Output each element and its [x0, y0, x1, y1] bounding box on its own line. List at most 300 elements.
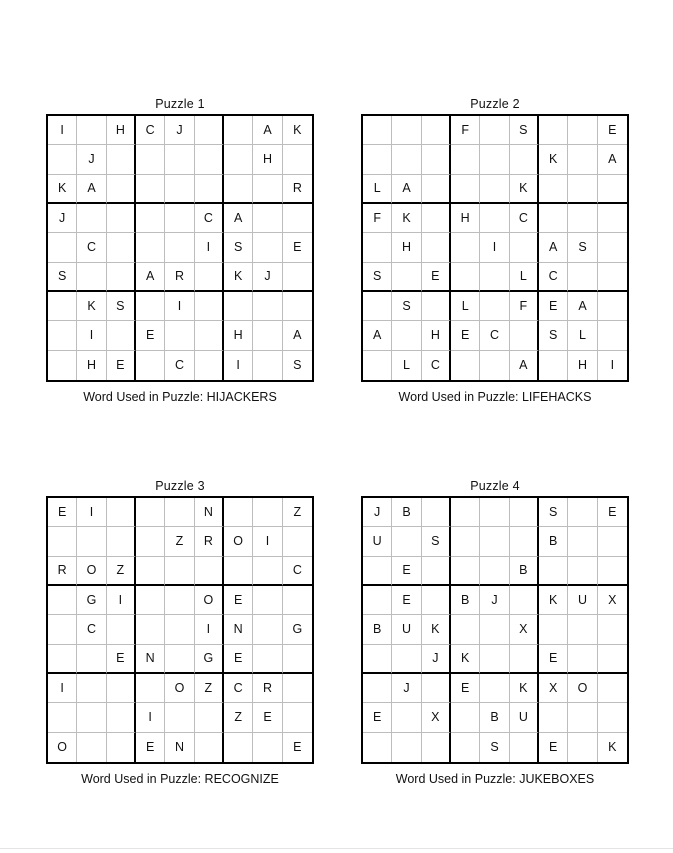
grid-cell [48, 321, 77, 350]
grid-cell: G [77, 586, 106, 615]
grid-cell [77, 263, 106, 292]
grid-cell: H [392, 233, 421, 262]
grid-cell [598, 175, 627, 204]
grid-cell: E [451, 321, 480, 350]
grid-cell [392, 527, 421, 556]
grid-cell [480, 527, 509, 556]
grid-cell [107, 204, 136, 233]
grid-cell [480, 145, 509, 174]
grid-cell: R [165, 263, 194, 292]
grid-cell [392, 733, 421, 762]
grid-cell [48, 615, 77, 644]
grid-cell: Z [224, 703, 253, 732]
grid-cell [568, 645, 597, 674]
grid-cell [451, 615, 480, 644]
grid-cell: U [510, 703, 539, 732]
grid-cell: F [451, 116, 480, 145]
grid-cell [283, 527, 312, 556]
grid-cell: O [48, 733, 77, 762]
grid-cell [392, 116, 421, 145]
grid-cell: C [136, 116, 165, 145]
grid-cell: Z [195, 674, 224, 703]
grid-cell: A [253, 116, 282, 145]
grid-cell [480, 498, 509, 527]
grid-cell [480, 175, 509, 204]
grid-cell [598, 321, 627, 350]
grid-cell: E [451, 674, 480, 703]
puzzle-grid [46, 496, 314, 764]
grid-cell: H [107, 116, 136, 145]
grid-cell: E [539, 645, 568, 674]
grid-cell [568, 703, 597, 732]
grid-cell [195, 145, 224, 174]
grid-cell [451, 233, 480, 262]
grid-cell: S [422, 527, 451, 556]
grid-cell: X [510, 615, 539, 644]
grid-cell: J [48, 204, 77, 233]
grid-cell: K [608, 740, 617, 755]
grid-cell: S [293, 358, 302, 373]
grid-cell: E [283, 233, 312, 262]
grid-cell [480, 263, 509, 292]
grid-cell [136, 586, 165, 615]
grid-cell: O [77, 557, 106, 586]
grid-cell: K [77, 292, 106, 321]
grid-cell: A [568, 292, 597, 321]
grid-cell: H [422, 321, 451, 350]
grid-cell [107, 527, 136, 556]
grid-cell: K [510, 175, 539, 204]
grid-cell [451, 145, 480, 174]
grid-cell [107, 321, 136, 350]
grid-cell [363, 233, 392, 262]
grid-cell [107, 703, 136, 732]
grid-cell [283, 263, 312, 292]
grid-cell: O [165, 674, 194, 703]
grid-cell [392, 321, 421, 350]
grid-cell: I [165, 292, 194, 321]
grid-cell: O [568, 674, 597, 703]
grid-cell [48, 703, 77, 732]
grid-cell [107, 674, 136, 703]
grid-cell [136, 175, 165, 204]
grid-cell [283, 145, 312, 174]
grid-cell [363, 645, 392, 674]
grid-cell: N [136, 645, 165, 674]
grid-cell: E [539, 292, 568, 321]
grid-cell [48, 527, 77, 556]
grid-cell: H [224, 321, 253, 350]
grid-cell: O [224, 527, 253, 556]
grid-cell [48, 586, 77, 615]
grid-cell [165, 204, 194, 233]
grid-cell: F [363, 204, 392, 233]
grid-cell [422, 674, 451, 703]
grid-cell [598, 204, 627, 233]
grid-cell: C [195, 204, 224, 233]
grid-cell [539, 615, 568, 644]
grid-cell: S [392, 292, 421, 321]
grid-cell: E [136, 321, 165, 350]
grid-cell [136, 351, 165, 380]
grid-cell [165, 175, 194, 204]
grid-cell: C [165, 351, 194, 380]
puzzle-title: Puzzle 2 [470, 97, 520, 111]
grid-cell [253, 321, 282, 350]
grid-cell: H [451, 204, 480, 233]
grid-cell: K [539, 586, 568, 615]
puzzle-caption: Word Used in Puzzle: RECOGNIZE [81, 772, 279, 786]
grid-cell: E [363, 703, 392, 732]
grid-cell [195, 703, 224, 732]
grid-cell [422, 233, 451, 262]
grid-cell: B [480, 703, 509, 732]
grid-cell [283, 292, 312, 321]
grid-cell: J [165, 116, 194, 145]
grid-cell [253, 498, 282, 527]
grid-cell [77, 645, 106, 674]
grid-cell: B [510, 557, 539, 586]
grid-cell [107, 145, 136, 174]
grid-cell [539, 175, 568, 204]
grid-cell [598, 292, 627, 321]
grid-cell: J [253, 263, 282, 292]
grid-cell: S [539, 498, 568, 527]
grid-cell [283, 586, 312, 615]
grid-cell [363, 557, 392, 586]
grid-cell [510, 233, 539, 262]
grid-cell: C [510, 204, 539, 233]
grid-cell: B [392, 498, 421, 527]
grid-cell [451, 733, 480, 762]
grid-cell: A [136, 263, 165, 292]
grid-cell [165, 321, 194, 350]
grid-cell: I [610, 358, 615, 373]
grid-cell [568, 175, 597, 204]
grid-cell [510, 498, 539, 527]
grid-cell: U [363, 527, 392, 556]
grid-cell [510, 733, 539, 762]
grid-cell: U [568, 586, 597, 615]
grid-cell: I [224, 351, 253, 380]
grid-cell [539, 557, 568, 586]
grid-cell [568, 615, 597, 644]
grid-cell: S [224, 233, 253, 262]
grid-cell: C [224, 674, 253, 703]
grid-cell [48, 145, 77, 174]
grid-cell [136, 615, 165, 644]
grid-cell [107, 615, 136, 644]
grid-cell: E [48, 498, 77, 527]
grid-cell [253, 351, 282, 380]
grid-cell: S [480, 733, 509, 762]
grid-cell [451, 351, 480, 380]
grid-cell [480, 674, 509, 703]
grid-cell: G [195, 645, 224, 674]
grid-cell [253, 204, 282, 233]
grid-cell [363, 351, 392, 380]
grid-cell: K [422, 615, 451, 644]
grid-cell [77, 674, 106, 703]
grid-cell: K [510, 674, 539, 703]
grid-cell [195, 557, 224, 586]
grid-cell: I [107, 586, 136, 615]
grid-cell: A [363, 321, 392, 350]
grid-cell [480, 116, 509, 145]
grid-cell [510, 586, 539, 615]
grid-cell [598, 703, 627, 732]
grid-cell [195, 116, 224, 145]
grid-cell: R [195, 527, 224, 556]
grid-cell: U [392, 615, 421, 644]
grid-cell [283, 703, 312, 732]
grid-cell [195, 175, 224, 204]
grid-cell [283, 204, 312, 233]
grid-cell [48, 645, 77, 674]
grid-cell: S [48, 263, 77, 292]
grid-cell: H [77, 351, 106, 380]
grid-cell [195, 292, 224, 321]
grid-cell: C [539, 263, 568, 292]
grid-cell: H [253, 145, 282, 174]
grid-cell [480, 351, 509, 380]
grid-cell [195, 263, 224, 292]
grid-cell [195, 351, 224, 380]
grid-cell: X [422, 703, 451, 732]
grid-cell: L [510, 263, 539, 292]
grid-cell [165, 233, 194, 262]
grid-cell: E [224, 586, 253, 615]
grid-cell [253, 615, 282, 644]
grid-cell: E [293, 740, 302, 755]
grid-cell: E [598, 116, 627, 145]
grid-cell [136, 204, 165, 233]
grid-cell [224, 292, 253, 321]
grid-cell [422, 175, 451, 204]
grid-cell: O [195, 586, 224, 615]
grid-cell [451, 703, 480, 732]
grid-cell: I [253, 527, 282, 556]
grid-cell [568, 263, 597, 292]
grid-cell [363, 116, 392, 145]
grid-cell: K [283, 116, 312, 145]
grid-cell [165, 615, 194, 644]
grid-cell [451, 175, 480, 204]
grid-cell [392, 703, 421, 732]
grid-cell [451, 557, 480, 586]
grid-cell: E [422, 263, 451, 292]
grid-cell: A [392, 175, 421, 204]
grid-cell: E [136, 733, 165, 762]
grid-cell [422, 116, 451, 145]
grid-cell [422, 145, 451, 174]
grid-cell [363, 674, 392, 703]
grid-cell: R [253, 674, 282, 703]
grid-cell [422, 292, 451, 321]
grid-cell [568, 145, 597, 174]
puzzle-caption: Word Used in Puzzle: LIFEHACKS [398, 390, 592, 404]
grid-cell [48, 351, 77, 380]
grid-cell: L [451, 292, 480, 321]
puzzle-grid [361, 114, 629, 382]
grid-cell [253, 557, 282, 586]
grid-cell [165, 645, 194, 674]
grid-cell [136, 233, 165, 262]
grid-cell: A [539, 233, 568, 262]
grid-cell: E [253, 703, 282, 732]
grid-cell [253, 292, 282, 321]
puzzle-caption: Word Used in Puzzle: JUKEBOXES [395, 772, 595, 786]
grid-cell [107, 263, 136, 292]
grid-cell [77, 116, 106, 145]
grid-cell: R [48, 557, 77, 586]
grid-cell: K [224, 263, 253, 292]
grid-cell [195, 321, 224, 350]
grid-cell [598, 233, 627, 262]
grid-cell: K [451, 645, 480, 674]
grid-cell [136, 557, 165, 586]
grid-cell [165, 498, 194, 527]
grid-cell [598, 557, 627, 586]
grid-cell [253, 233, 282, 262]
grid-cell [568, 557, 597, 586]
grid-cell: K [539, 145, 568, 174]
grid-cell [451, 263, 480, 292]
grid-cell: N [224, 615, 253, 644]
grid-cell [48, 233, 77, 262]
grid-cell [510, 321, 539, 350]
grid-cell: I [48, 674, 77, 703]
grid-cell: J [422, 645, 451, 674]
grid-cell [107, 733, 136, 762]
grid-cell: S [107, 292, 136, 321]
grid-cell [363, 145, 392, 174]
grid-cell [422, 733, 451, 762]
grid-cell: R [283, 175, 312, 204]
grid-cell: N [165, 733, 194, 762]
grid-cell [392, 645, 421, 674]
grid-cell [107, 175, 136, 204]
grid-cell [224, 145, 253, 174]
grid-cell: S [568, 233, 597, 262]
grid-cell: C [480, 321, 509, 350]
grid-cell [165, 586, 194, 615]
grid-cell [253, 586, 282, 615]
puzzle-caption: Word Used in Puzzle: HIJACKERS [83, 390, 277, 404]
grid-cell: C [422, 351, 451, 380]
grid-cell: E [392, 586, 421, 615]
grid-cell [598, 263, 627, 292]
grid-cell: E [107, 645, 136, 674]
grid-cell [598, 674, 627, 703]
grid-cell [539, 204, 568, 233]
grid-cell: B [539, 527, 568, 556]
puzzle-grid [46, 114, 314, 382]
grid-cell: E [107, 351, 136, 380]
grid-cell [224, 116, 253, 145]
grid-cell [224, 733, 253, 762]
grid-cell [136, 674, 165, 703]
grid-cell [136, 292, 165, 321]
grid-cell [480, 645, 509, 674]
grid-cell: A [510, 351, 539, 380]
grid-cell [107, 233, 136, 262]
puzzle-grid [361, 496, 629, 764]
puzzle-title: Puzzle 4 [470, 479, 520, 493]
grid-cell: J [392, 674, 421, 703]
grid-cell [363, 733, 392, 762]
grid-cell [253, 645, 282, 674]
grid-cell [253, 733, 282, 762]
grid-cell: C [283, 557, 312, 586]
grid-cell [568, 498, 597, 527]
grid-cell [224, 498, 253, 527]
grid-cell: Z [165, 527, 194, 556]
grid-cell: S [363, 263, 392, 292]
grid-cell: I [77, 321, 106, 350]
grid-cell [598, 615, 627, 644]
grid-cell [283, 674, 312, 703]
grid-cell [539, 116, 568, 145]
grid-cell: I [136, 703, 165, 732]
grid-cell: I [77, 498, 106, 527]
grid-cell: J [363, 498, 392, 527]
grid-cell: A [598, 145, 627, 174]
grid-cell: L [392, 351, 421, 380]
grid-cell [165, 145, 194, 174]
grid-cell [598, 645, 627, 674]
grid-cell [136, 527, 165, 556]
grid-cell: B [363, 615, 392, 644]
grid-cell: J [77, 145, 106, 174]
grid-cell: K [48, 175, 77, 204]
grid-cell: I [48, 116, 77, 145]
grid-cell: N [195, 498, 224, 527]
grid-cell [568, 204, 597, 233]
grid-cell [283, 645, 312, 674]
grid-cell: J [480, 586, 509, 615]
grid-cell: I [480, 233, 509, 262]
grid-cell: A [77, 175, 106, 204]
grid-cell: Z [283, 498, 312, 527]
grid-cell: K [392, 204, 421, 233]
grid-cell [422, 204, 451, 233]
puzzle-title: Puzzle 1 [155, 97, 205, 111]
grid-cell [422, 498, 451, 527]
grid-cell [224, 175, 253, 204]
grid-cell: A [283, 321, 312, 350]
puzzle-title: Puzzle 3 [155, 479, 205, 493]
grid-cell [568, 527, 597, 556]
grid-cell: X [539, 674, 568, 703]
grid-cell [224, 557, 253, 586]
grid-cell [253, 175, 282, 204]
grid-cell [77, 527, 106, 556]
grid-cell [77, 703, 106, 732]
grid-cell [480, 615, 509, 644]
grid-cell [451, 498, 480, 527]
grid-cell [165, 557, 194, 586]
grid-cell [480, 292, 509, 321]
grid-cell [77, 733, 106, 762]
grid-cell [568, 116, 597, 145]
grid-cell [568, 733, 597, 762]
grid-cell: F [510, 292, 539, 321]
grid-cell: E [539, 733, 568, 762]
grid-cell [107, 498, 136, 527]
grid-cell [392, 145, 421, 174]
grid-cell [422, 586, 451, 615]
